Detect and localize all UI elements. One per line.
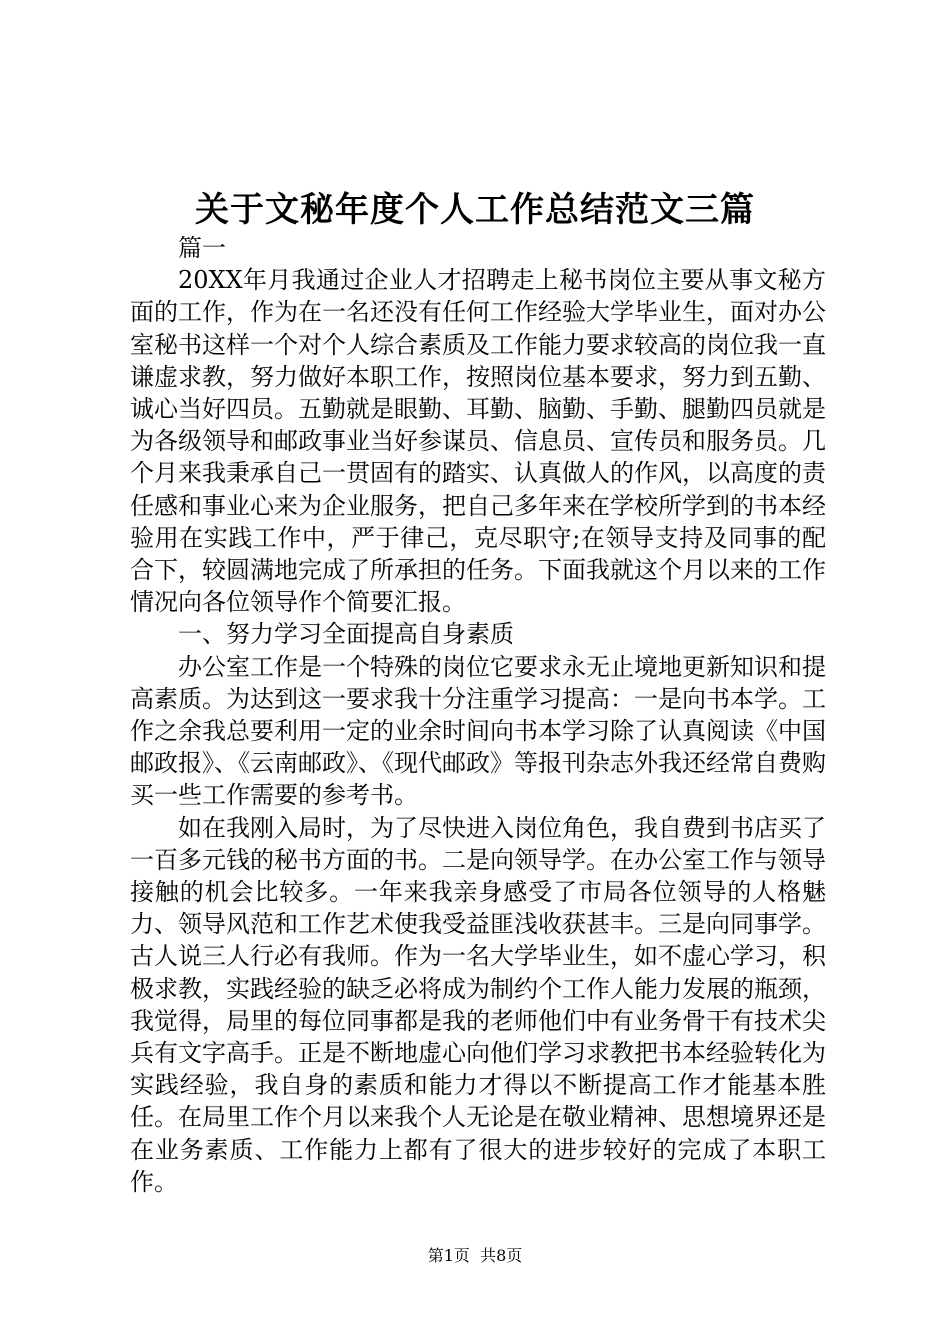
document-body [130, 232, 826, 1198]
paragraph: 20XX年月我通过企业人才招聘走上秘书岗位主要从事文秘方面的工作，作为在一名还没有任何工作经验大学毕业生，面对办公室秘书这样一个对个人综合素质及工作能力要求较高的岗位我一直谦虚求教，努力做好本职工作，按照岗位基本要求，努力到五勤、诚心当好四员。五勤就是眼勤、耳勤、脑勤、手勤、腿勤四员就是为各级领导和邮政事业当好参谋员、信息员、宣传员和服务员。几个月来我秉承自己一贯固有的踏实、认真做人的作风，以高度的责任感和事业心来为企业服务，把自己多年来在学校所学到的书本经验用在实践工作中，严于律己，克尽职守;在领导支持及同事的配合下，较圆满地完成了所承担的任务。下面我就这个月以来的工作情况向各位领导作个简要汇报。 [130, 266, 826, 617]
section-heading: 一、努力学习全面提高自身素质 [178, 620, 514, 649]
paragraph: 如在我刚入局时，为了尽快进入岗位角色，我自费到书店买了一百多元钱的秘书方面的书。二是向领导学。在办公室工作与领导接触的机会比较多。一年来我亲身感受了市局各位领导的人格魅力、领导风范和工作艺术使我受益匪浅收获甚丰。三是向同事学。古人说三人行必有我师。作为一名大学毕业生，如不虚心学习，积极求教，实践经验的缺乏必将成为制约个工作人能力发展的瓶颈，我觉得，局里的每位同事都是我的老师他们中有业务骨干有技术尖兵有文字高手。正是不断地虚心向他们学习求教把书本经验转化为实践经验，我自身的素质和能力才得以不断提高工作才能基本胜任。在局里工作个月以来我个人无论是在敬业精神、思想境界还是在业务素质、工作能力上都有了很大的进步较好的完成了本职工作。 [130, 813, 826, 1196]
page-footer [0, 1244, 950, 1268]
page-number: 第1页 [427, 1246, 470, 1265]
page-total: 共8页 [480, 1246, 523, 1265]
section-label: 篇一 [178, 234, 226, 262]
paragraph: 办公室工作是一个特殊的岗位它要求永无止境地更新知识和提高素质。为达到这一要求我十分注重学习提高：一是向书本学。工作之余我总要利用一定的业余时间向书本学习除了认真阅读《中国邮政报》、《云南邮政》、《现代邮政》等报刊杂志外我还经常自费购买一些工作需要的参考书。 [130, 652, 826, 810]
document-title: 关于文秘年度个人工作总结范文三篇 [195, 190, 755, 230]
